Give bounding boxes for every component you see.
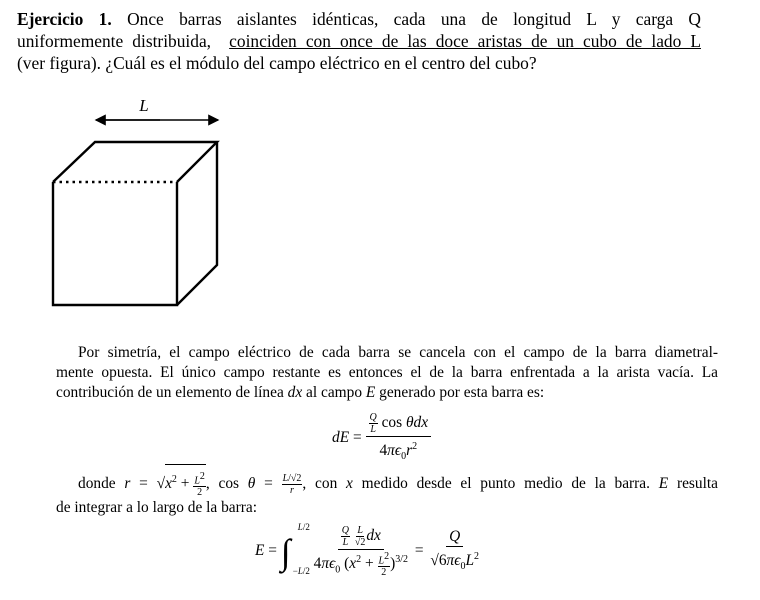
equation-E-integral: E = ∫ L/2 −L/2 $\frac{Q}{L}$ $\frac{L}{√2}$ dx $4\pi\epsilon_0$ ($x^2$ + $\frac{L^2}{2}$ )$^{3/2}$ = $\frac{Q}{√6\pi\epsilon_0L^2}$ — [255, 521, 480, 579]
p2-l1-c: medido desde el punto medio de la barra. — [361, 475, 650, 493]
solution-p1-line-3: contribución de un elemento de línea dx al campo E generado por esta barra es: — [56, 384, 545, 401]
cube-figure — [40, 90, 240, 310]
exercise-statement — [17, 8, 701, 74]
p2-l1-b: , con — [302, 475, 338, 493]
p1-l3-c: generado por esta barra es: — [379, 384, 545, 401]
solution-p2 — [56, 464, 718, 518]
solution-text — [56, 343, 718, 403]
p1-l3-a: contribución de un elemento de línea — [56, 384, 284, 401]
solution-p1-line-2: mente opuesta. El único campo restante es entonces el de la barra enfrentada a la arista vacía. La — [56, 364, 718, 381]
front-face-edges — [53, 182, 177, 305]
exercise-title: Ejercicio 1. — [17, 9, 112, 29]
statement-line-1 — [17, 8, 701, 30]
dimension-label: L — [139, 96, 149, 115]
p2-l1-d: resulta — [676, 475, 718, 493]
equation-dE: dE = $\frac{Q}{L}$ cos θdx $4\pi\epsilon_0r^2$ — [332, 412, 431, 465]
statement-line-3: (ver figura). ¿Cuál es el módulo del campo eléctrico en el centro del cubo? — [17, 53, 537, 73]
solution-p2-line-1: donde $r = √x^2$ + $\frac{L^2}{2}$ , cos θ = $\frac{L/√2}{r}$ , con x medido desde el punto medio de la barra. E resulta — [56, 464, 718, 498]
solution-p2-line-2: de integrar a lo largo de la barra: — [56, 499, 257, 517]
statement-text-1: Once barras aislantes idénticas, cada una de longitud L y carga Q — [127, 9, 701, 29]
p2-l1-a: donde — [78, 475, 116, 493]
statement-underlined-text: coinciden con once de las doce aristas de un cubo de lado L — [229, 31, 701, 51]
top-face-edges — [53, 142, 217, 182]
p1-l3-b: al campo — [306, 384, 363, 401]
solution-p1-line-1: Por simetría, el campo eléctrico de cada barra se cancela con el campo de la barra diametral- — [78, 344, 718, 361]
statement-text-2a: uniformemente distribuida, — [17, 31, 212, 51]
statement-line-2 — [17, 30, 701, 52]
right-face-edges — [177, 142, 217, 305]
